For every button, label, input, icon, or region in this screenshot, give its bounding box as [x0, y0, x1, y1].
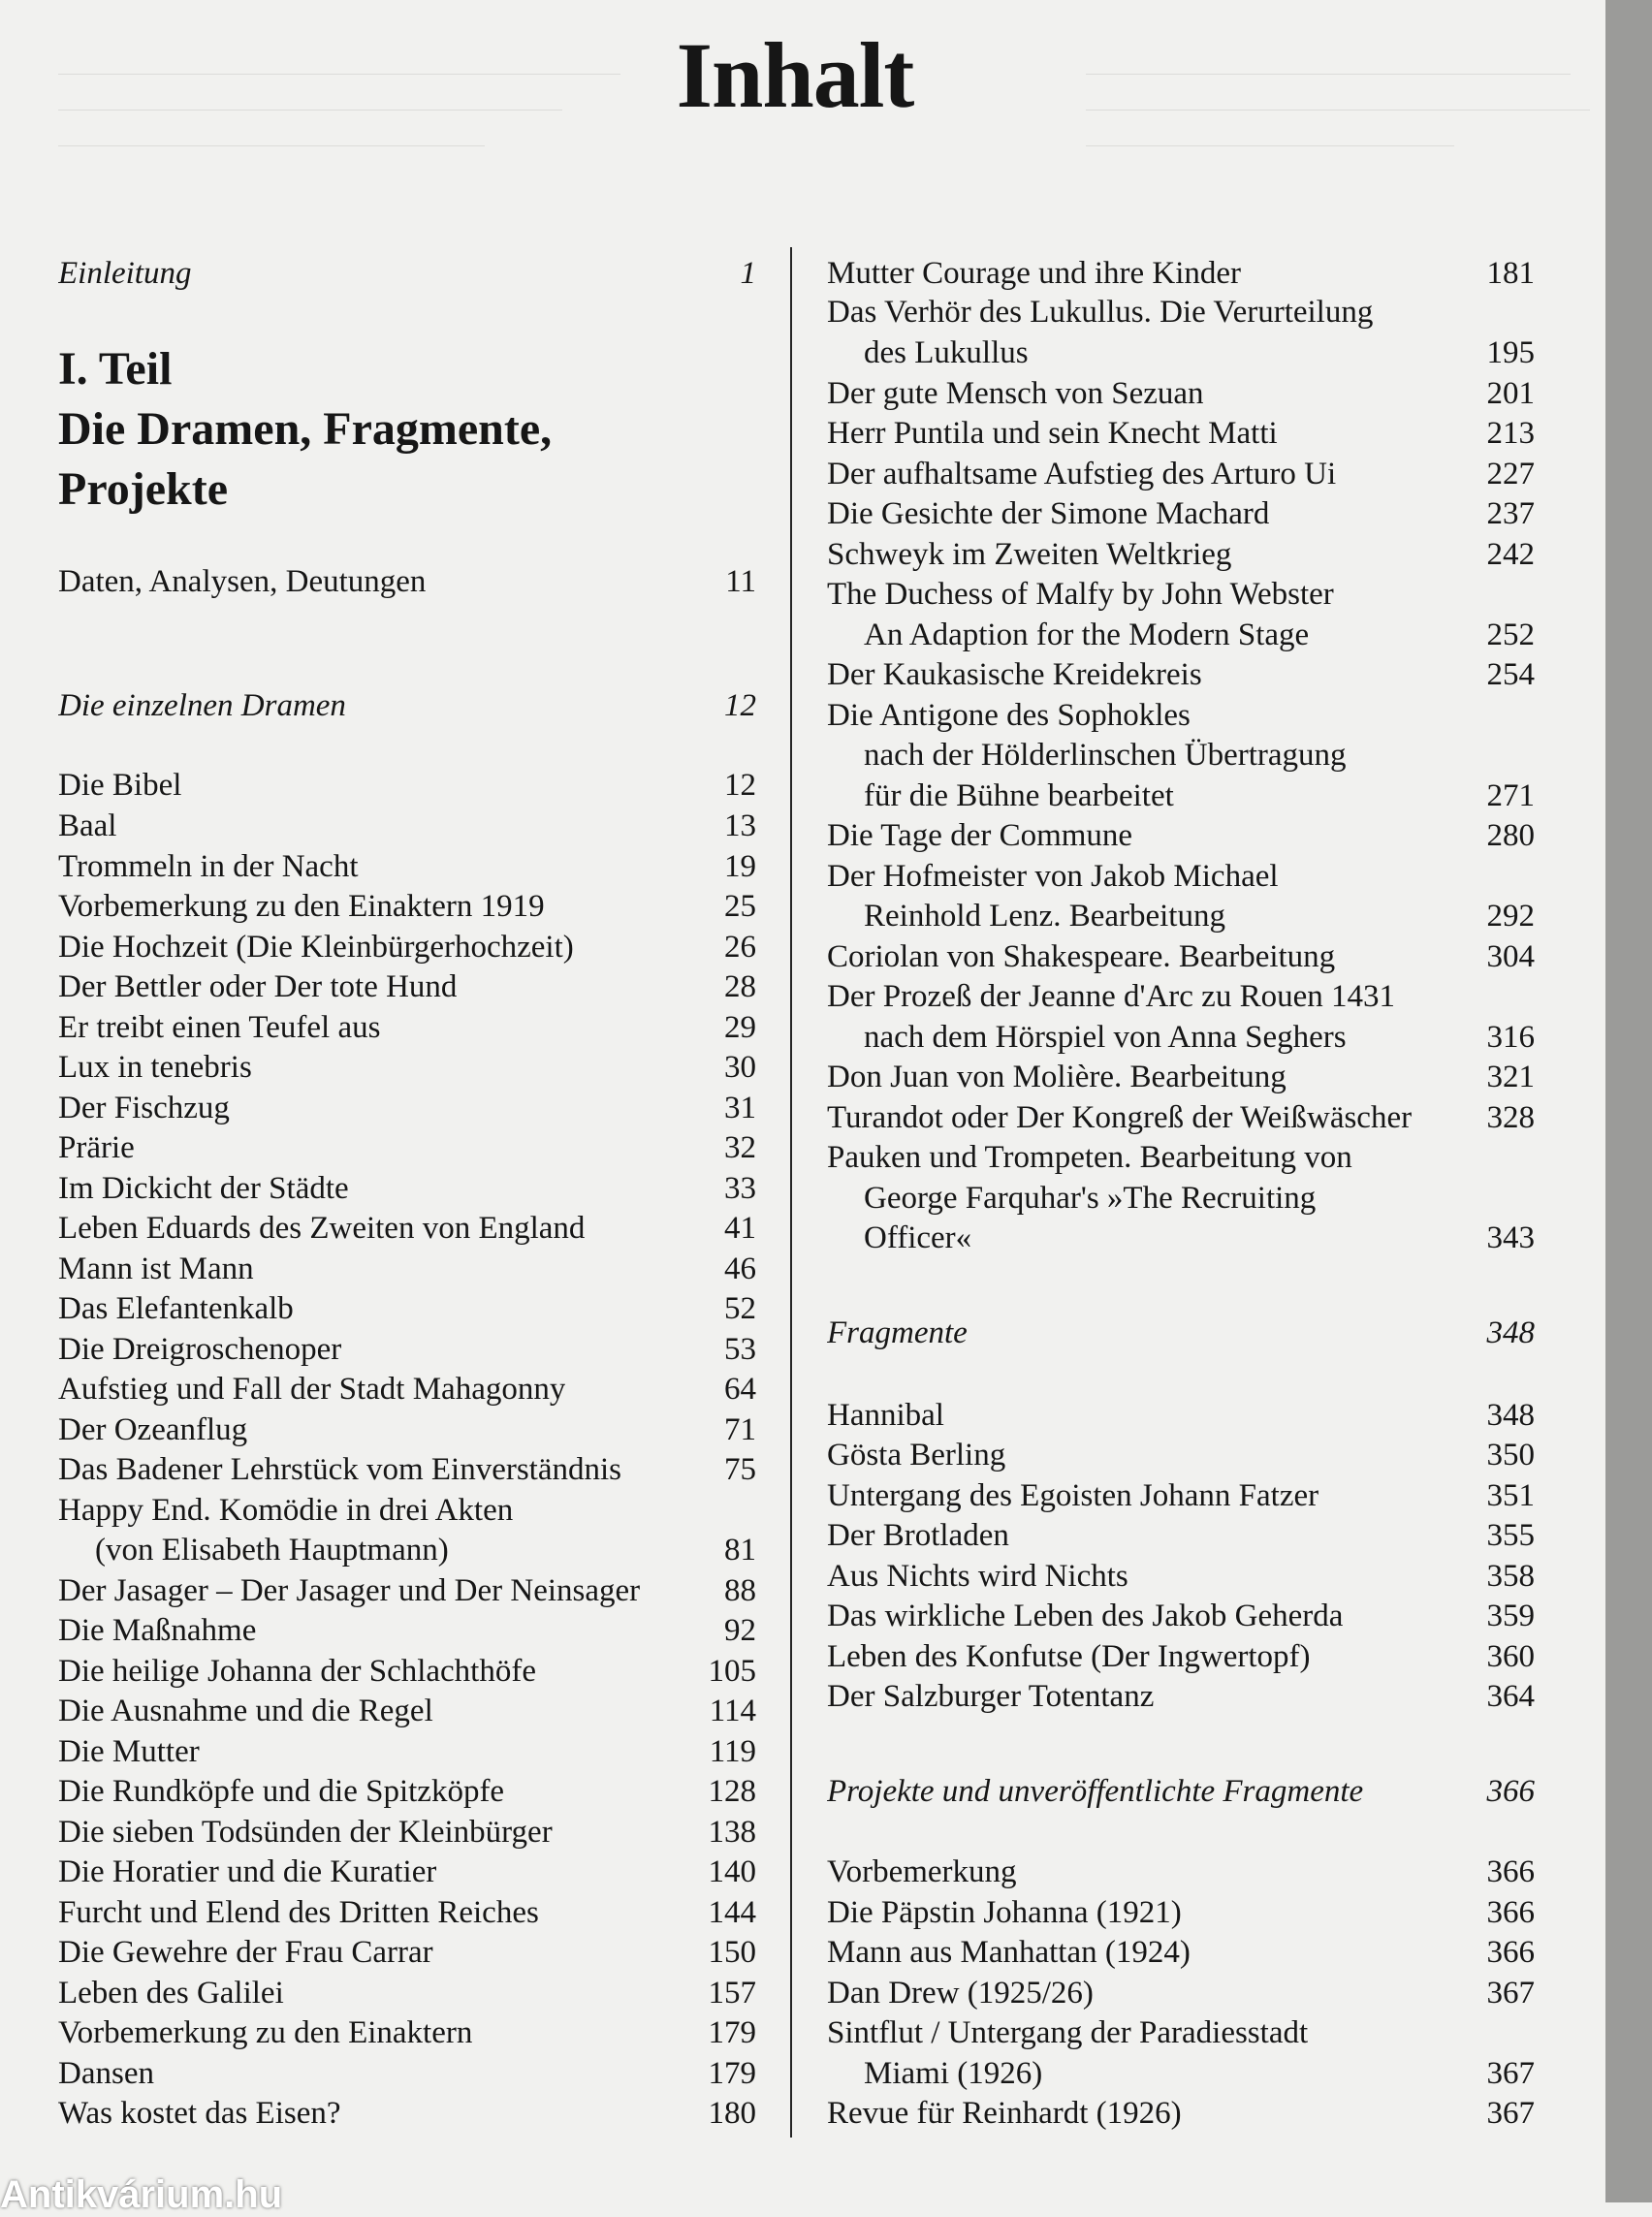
toc-entry-page: 351 [1486, 1478, 1535, 1513]
toc-entry-page: 75 [724, 1452, 756, 1487]
page-title: Inhalt [676, 23, 914, 127]
toc-entry-page: 367 [1486, 2096, 1535, 2131]
toc-entry [827, 1138, 1535, 1178]
toc-entry-title: Untergang des Egoisten Johann Fatzer [827, 1478, 1319, 1513]
toc-entry-page: 92 [724, 1613, 756, 1648]
column-divider [790, 247, 792, 2138]
toc-entry-title: Mann aus Manhattan (1924) [827, 1935, 1191, 1970]
toc-entry-page: 242 [1486, 537, 1535, 572]
toc-entry-title: Projekte und unveröffentlichte Fragmente [827, 1774, 1364, 1809]
toc-entry-title: An Adaption for the Modern Stage [864, 618, 1310, 652]
toc-entry [827, 1516, 1535, 1556]
toc-entry [58, 766, 756, 806]
toc-section-heading [827, 1772, 1535, 1812]
toc-entry-page: 227 [1486, 457, 1535, 491]
toc-entry-title: Don Juan von Molière. Bearbeitung [827, 1060, 1287, 1094]
toc-entry [58, 1933, 756, 1973]
toc-entry [58, 807, 756, 846]
toc-entry [58, 1974, 756, 2013]
toc-entry [58, 1370, 756, 1409]
toc-entry-page: 179 [708, 2015, 756, 2050]
toc-entry-page: 26 [724, 930, 756, 965]
toc-entry-title: Der Hofmeister von Jakob Michael [827, 859, 1279, 894]
toc-entry [827, 455, 1535, 494]
toc-entry [827, 816, 1535, 856]
toc-entry-page: 105 [708, 1654, 756, 1689]
toc-entry-page: 304 [1486, 939, 1535, 974]
toc-entry-page: 138 [708, 1815, 756, 1850]
toc-entry-page: 321 [1486, 1060, 1535, 1094]
toc-entry-title: Die Antigone des Sophokles [827, 698, 1191, 733]
toc-section-heading [58, 254, 756, 294]
toc-entry-page: 81 [724, 1533, 756, 1568]
toc-entry-title: Die Mutter [58, 1734, 200, 1769]
toc-entry-page: 366 [1486, 1935, 1535, 1970]
toc-entry [827, 414, 1535, 454]
toc-entry-title: Der Ozeanflug [58, 1412, 248, 1447]
toc-entry-page: 367 [1486, 2056, 1535, 2091]
toc-entry-title: Officer« [864, 1220, 972, 1255]
page-edge [1605, 0, 1652, 2202]
toc-entry-title: Lux in tenebris [58, 1050, 252, 1085]
toc-entry-page: 25 [724, 889, 756, 924]
toc-entry-page: 30 [724, 1050, 756, 1085]
toc-entry-title: Happy End. Komödie in drei Akten [58, 1493, 514, 1528]
toc-entry [58, 2094, 756, 2134]
toc-entry [827, 2094, 1535, 2134]
toc-entry-page: 366 [1486, 1895, 1535, 1930]
toc-entry [827, 494, 1535, 534]
toc-entry-page: 181 [1486, 256, 1535, 291]
toc-entry-title: Der gute Mensch von Sezuan [827, 376, 1204, 411]
toc-entry [58, 1450, 756, 1490]
toc-entry [827, 535, 1535, 575]
toc-entry-title: Baal [58, 808, 117, 843]
toc-entry [827, 1893, 1535, 1933]
toc-entry [58, 1169, 756, 1209]
toc-entry [827, 1098, 1535, 1138]
toc-entry-page: 32 [724, 1130, 756, 1165]
toc-entry-title: Leben des Konfutse (Der Ingwertopf) [827, 1639, 1311, 1674]
toc-entry-page: 29 [724, 1010, 756, 1045]
toc-entry-title: Der aufhaltsame Aufstieg des Arturo Ui [827, 457, 1337, 491]
toc-entry [827, 1219, 1535, 1258]
toc-entry-page: 46 [724, 1251, 756, 1286]
toc-entry-title: für die Bühne bearbeitet [864, 778, 1174, 813]
toc-entry-title: Das wirkliche Leben des Jakob Geherda [827, 1599, 1344, 1633]
toc-entry-title: Dansen [58, 2056, 154, 2091]
toc-entry-title: Vorbemerkung zu den Einaktern [58, 2015, 473, 2050]
toc-entry [58, 2013, 756, 2053]
toc-entry [58, 967, 756, 1007]
toc-entry-page: 12 [724, 768, 756, 803]
toc-entry-title: Die einzelnen Dramen [58, 688, 346, 723]
toc-entry [827, 857, 1535, 897]
toc-entry [827, 1476, 1535, 1516]
toc-entry [58, 1692, 756, 1731]
toc-entry-page: 359 [1486, 1599, 1535, 1633]
toc-entry-title: Revue für Reinhardt (1926) [827, 2096, 1182, 2131]
toc-entry-page: 201 [1486, 376, 1535, 411]
toc-entry-title: The Duchess of Malfy by John Webster [827, 577, 1334, 612]
toc-entry-page: 180 [708, 2096, 756, 2131]
toc-entry-title: Turandot oder Der Kongreß der Weißwäscher [827, 1100, 1413, 1135]
toc-entry-title: Das Badener Lehrstück vom Einverständnis [58, 1452, 622, 1487]
toc-entry-title: Pauken und Trompeten. Bearbeitung von [827, 1140, 1352, 1175]
toc-entry-page: 41 [724, 1211, 756, 1246]
toc-entry [827, 1018, 1535, 1058]
toc-entry-title: Die sieben Todsünden der Kleinbürger [58, 1815, 553, 1850]
toc-entry-page: 33 [724, 1171, 756, 1206]
toc-entry [827, 696, 1535, 736]
toc-entry-page: 271 [1486, 778, 1535, 813]
toc-entry-page: 367 [1486, 1976, 1535, 2011]
toc-entry-page: 52 [724, 1291, 756, 1326]
toc-entry-page: 364 [1486, 1679, 1535, 1714]
toc-entry-title: Fragmente [827, 1315, 968, 1350]
toc-entry-page: 144 [708, 1895, 756, 1930]
toc-entry [827, 897, 1535, 936]
toc-entry [58, 928, 756, 967]
toc-entry [58, 1289, 756, 1329]
toc-entry-title: Die Horatier und die Kuratier [58, 1854, 437, 1889]
toc-entry [58, 1531, 756, 1570]
toc-entry-page: 114 [709, 1694, 756, 1728]
toc-entry-page: 292 [1486, 899, 1535, 934]
toc-entry-title: Vorbemerkung zu den Einaktern 1919 [58, 889, 545, 924]
toc-entry [827, 1436, 1535, 1475]
toc-entry-title: Coriolan von Shakespeare. Bearbeitung [827, 939, 1336, 974]
toc-entry-title: Aufstieg und Fall der Stadt Mahagonny [58, 1372, 566, 1407]
toc-entry-page: 157 [708, 1976, 756, 2011]
toc-entry-page: 19 [724, 849, 756, 884]
toc-entry [827, 977, 1535, 1017]
toc-entry-title: des Lukullus [864, 335, 1029, 370]
toc-entry [827, 1058, 1535, 1097]
toc-entry [827, 1637, 1535, 1677]
toc-entry [58, 1491, 756, 1531]
toc-entry-page: 350 [1486, 1438, 1535, 1473]
toc-entry-title: Die Dreigroschenoper [58, 1332, 342, 1367]
toc-entry [58, 562, 756, 602]
toc-entry-title: Der Kaukasische Kreidekreis [827, 657, 1202, 692]
toc-entry-title: Sintflut / Untergang der Paradiesstadt [827, 2015, 1309, 2050]
toc-entry-title: Was kostet das Eisen? [58, 2096, 341, 2131]
toc-entry-title: Einleitung [58, 256, 192, 291]
toc-entry-title: Schweyk im Zweiten Weltkrieg [827, 537, 1232, 572]
toc-entry-page: 64 [724, 1372, 756, 1407]
toc-entry [827, 1677, 1535, 1717]
toc-entry [58, 1772, 756, 1812]
toc-entry [58, 1089, 756, 1128]
toc-entry-page: 195 [1486, 335, 1535, 370]
toc-entry [58, 887, 756, 927]
toc-entry-title: Das Elefantenkalb [58, 1291, 294, 1326]
toc-entry [58, 1410, 756, 1450]
toc-entry [58, 1250, 756, 1289]
toc-entry [827, 2054, 1535, 2094]
toc-entry-page: 1 [740, 256, 756, 291]
toc-entry [827, 333, 1535, 373]
toc-entry-title: Der Salzburger Totentanz [827, 1679, 1155, 1714]
toc-entry-title: Im Dickicht der Städte [58, 1171, 349, 1206]
toc-entry-page: 53 [724, 1332, 756, 1367]
toc-entry-title: Herr Puntila und sein Knecht Matti [827, 416, 1278, 451]
toc-entry-title: Die heilige Johanna der Schlachthöfe [58, 1654, 536, 1689]
toc-entry [58, 2054, 756, 2094]
toc-entry-title: Trommeln in der Nacht [58, 849, 359, 884]
toc-entry-title: Leben des Galilei [58, 1976, 284, 2011]
toc-entry-page: 252 [1486, 618, 1535, 652]
toc-entry-page: 254 [1486, 657, 1535, 692]
toc-entry-title: George Farquhar's »The Recruiting [864, 1181, 1317, 1216]
toc-entry-title: Daten, Analysen, Deutungen [58, 564, 427, 599]
toc-entry-page: 150 [708, 1935, 756, 1970]
toc-entry [58, 1611, 756, 1651]
toc-entry [827, 736, 1535, 776]
toc-entry-page: 11 [725, 564, 756, 599]
toc-entry-page: 328 [1486, 1100, 1535, 1135]
toc-entry [58, 1853, 756, 1892]
toc-entry-page: 343 [1486, 1220, 1535, 1255]
toc-entry-title: Die Maßnahme [58, 1613, 257, 1648]
toc-entry-page: 280 [1486, 818, 1535, 853]
toc-entry-title: Die Gesichte der Simone Machard [827, 496, 1270, 531]
toc-entry-title: Hannibal [827, 1398, 944, 1433]
toc-entry-page: 179 [708, 2056, 756, 2091]
toc-entry [827, 575, 1535, 615]
toc-entry-page: 366 [1486, 1774, 1535, 1809]
toc-entry [827, 1557, 1535, 1597]
toc-entry [827, 1396, 1535, 1436]
toc-entry-page: 316 [1486, 1020, 1535, 1055]
toc-entry-title: Die Rundköpfe und die Spitzköpfe [58, 1774, 505, 1809]
toc-entry-title: (von Elisabeth Hauptmann) [95, 1533, 449, 1568]
toc-entry-page: 88 [724, 1573, 756, 1608]
toc-entry-page: 237 [1486, 496, 1535, 531]
toc-entry-page: 128 [708, 1774, 756, 1809]
toc-entry [58, 1008, 756, 1048]
toc-entry [827, 776, 1535, 816]
toc-entry-title: Leben Eduards des Zweiten von England [58, 1211, 586, 1246]
toc-entry [827, 374, 1535, 414]
toc-entry [827, 616, 1535, 655]
toc-entry-title: Er treibt einen Teufel aus [58, 1010, 381, 1045]
toc-entry [827, 254, 1535, 294]
toc-entry [58, 1571, 756, 1611]
toc-entry-page: 13 [724, 808, 756, 843]
toc-entry-page: 360 [1486, 1639, 1535, 1674]
toc-entry-title: Miami (1926) [864, 2056, 1043, 2091]
toc-entry [58, 1813, 756, 1853]
part-heading-line-1: I. Teil [58, 343, 173, 395]
toc-entry [827, 1179, 1535, 1219]
toc-entry-page: 348 [1486, 1315, 1535, 1350]
toc-entry-page: 358 [1486, 1559, 1535, 1594]
toc-entry-page: 140 [708, 1854, 756, 1889]
watermark: Antikvárium.hu [0, 2173, 283, 2216]
toc-entry [827, 655, 1535, 695]
toc-entry [827, 293, 1535, 333]
toc-entry [827, 1597, 1535, 1636]
part-heading [58, 339, 552, 520]
toc-section-heading [58, 686, 756, 726]
toc-entry-title: Furcht und Elend des Dritten Reiches [58, 1895, 539, 1930]
toc-entry-title: Mann ist Mann [58, 1251, 254, 1286]
toc-entry-page: 366 [1486, 1854, 1535, 1889]
toc-entry [58, 1893, 756, 1933]
toc-entry-title: Der Brotladen [827, 1518, 1009, 1553]
toc-entry [58, 1128, 756, 1168]
toc-entry-page: 71 [724, 1412, 756, 1447]
toc-entry-page: 12 [724, 688, 756, 723]
toc-entry-title: Aus Nichts wird Nichts [827, 1559, 1128, 1594]
toc-entry-page: 348 [1486, 1398, 1535, 1433]
toc-entry-title: nach dem Hörspiel von Anna Seghers [864, 1020, 1347, 1055]
toc-entry-title: Mutter Courage und ihre Kinder [827, 256, 1242, 291]
toc-entry-title: Der Jasager – Der Jasager und Der Neinsager [58, 1573, 641, 1608]
toc-entry-title: Der Prozeß der Jeanne d'Arc zu Rouen 1431 [827, 979, 1395, 1014]
toc-entry [827, 2013, 1535, 2053]
toc-entry [58, 1732, 756, 1772]
toc-entry-title: Reinhold Lenz. Bearbeitung [864, 899, 1225, 934]
toc-entry-title: Die Bibel [58, 768, 182, 803]
part-heading-line-2: Die Dramen, Fragmente, [58, 403, 553, 455]
toc-entry-title: Die Päpstin Johanna (1921) [827, 1895, 1182, 1930]
toc-entry-page: 355 [1486, 1518, 1535, 1553]
toc-entry-title: Die Hochzeit (Die Kleinbürgerhochzeit) [58, 930, 574, 965]
toc-entry-page: 213 [1486, 416, 1535, 451]
toc-entry-title: Prärie [58, 1130, 135, 1165]
toc-entry-title: Die Ausnahme und die Regel [58, 1694, 433, 1728]
toc-entry [58, 1652, 756, 1692]
toc-entry-title: Vorbemerkung [827, 1854, 1017, 1889]
toc-section-heading [827, 1314, 1535, 1353]
toc-entry [58, 1209, 756, 1249]
toc-entry [58, 1048, 756, 1088]
toc-entry-title: Dan Drew (1925/26) [827, 1976, 1094, 2011]
toc-entry [827, 1974, 1535, 2013]
toc-entry-title: Die Tage der Commune [827, 818, 1133, 853]
toc-entry-title: Der Fischzug [58, 1091, 230, 1125]
toc-entry-title: Die Gewehre der Frau Carrar [58, 1935, 433, 1970]
toc-entry-title: nach der Hölderlinschen Übertragung [864, 738, 1347, 773]
toc-entry [58, 847, 756, 887]
toc-entry-page: 31 [724, 1091, 756, 1125]
toc-entry-title: Der Bettler oder Der tote Hund [58, 969, 458, 1004]
toc-entry-title: Gösta Berling [827, 1438, 1006, 1473]
toc-entry-page: 119 [709, 1734, 756, 1769]
toc-entry-page: 28 [724, 969, 756, 1004]
toc-entry [827, 937, 1535, 977]
toc-entry [827, 1853, 1535, 1892]
toc-entry [58, 1330, 756, 1370]
toc-entry-title: Das Verhör des Lukullus. Die Verurteilung [827, 295, 1374, 330]
toc-entry [827, 1933, 1535, 1973]
part-heading-line-3: Projekte [58, 463, 229, 515]
